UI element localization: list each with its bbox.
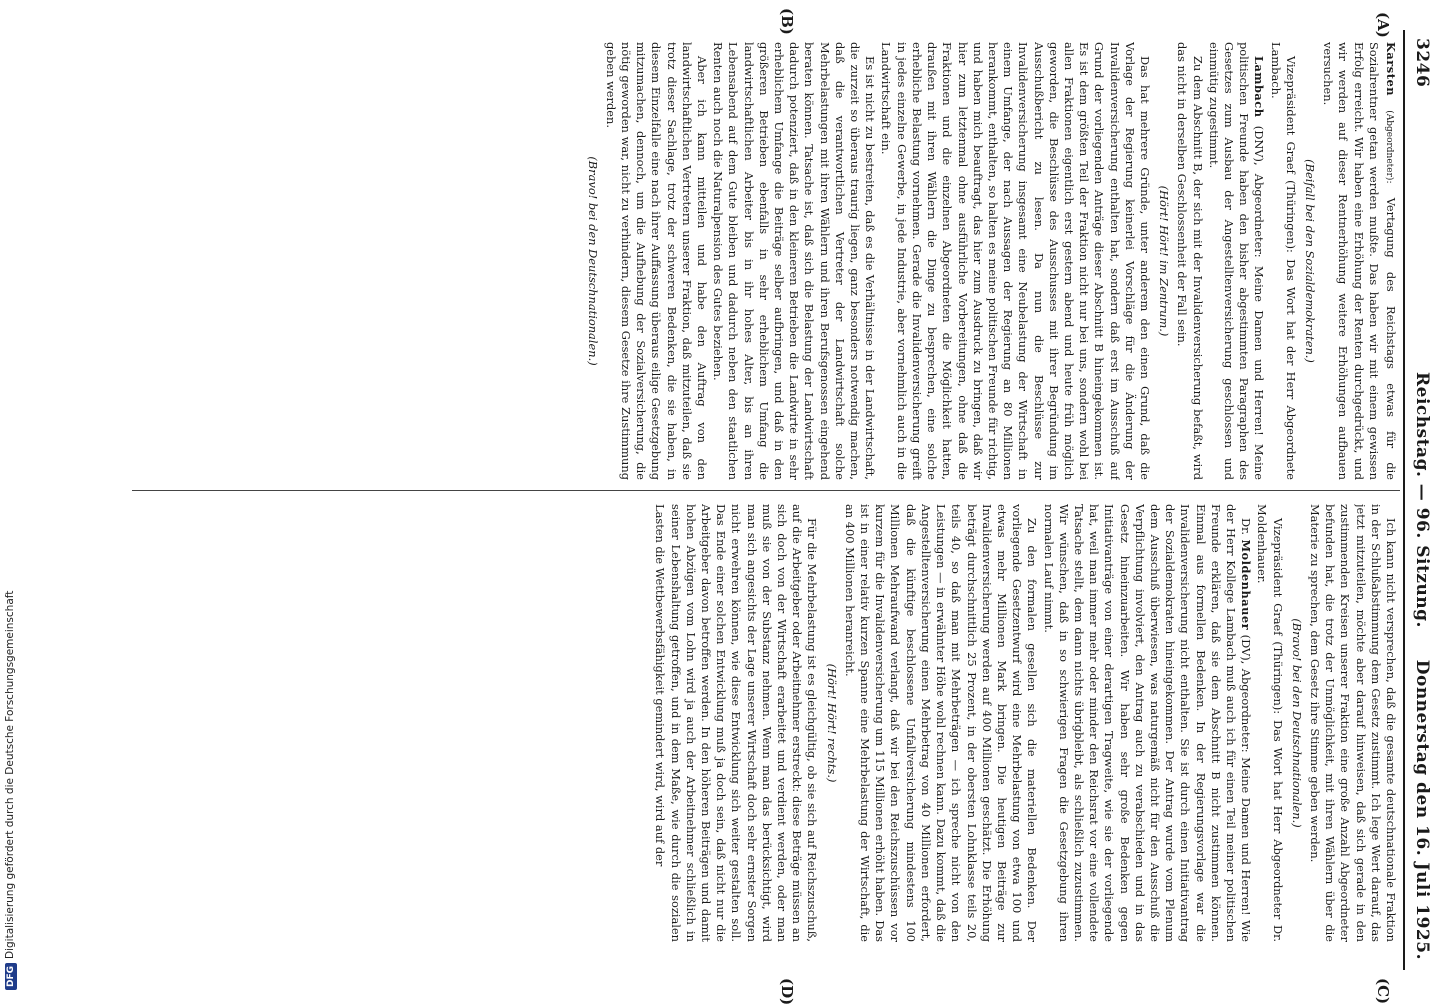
margin-mark-d: (D) — [778, 978, 796, 1005]
speaker-name: Karsten — [1384, 42, 1398, 96]
paragraph — [1040, 504, 1253, 942]
credit-line — [4, 0, 22, 990]
speaker-role: (Abgeordneter): — [1384, 110, 1394, 184]
page-number: 3246 — [1412, 38, 1432, 88]
margin-mark-a: (A) — [1374, 12, 1392, 38]
paragraph-text: (DV), Abgeordneter: Meine Damen und Herren! Wie der Herr Kollege Lambach muß auch ich für einen Teil meiner politischen Freunde erklären, daß sie dem Abschnitt B nicht zustimmen können. Einmal aus formellen Bedenken. In der Regierungsvorlage war die Invalidenversicherung nicht enthalten. Sie ist durch einen Initiativantrag der Sozialdemokraten hineingekommen. Der Antrag wurde vom Plenum dem Ausschuß überwiesen, was naturgemäß nicht für den Ausschuß die Verpflichtung involviert, den Antrag auch zu verabschieden und in das Gesetz hineinzuarbeiten. Wir haben sehr große Bedenken gegen Initiativanträge von einer derartigen Tragweite, wie sie der vorliegende hat, weil man immer mehr oder minder den Reichsrat vor eine vollendete Tatsache stellt, dem dann nichts übrigbleibt, als schließlich zuzustimmen. Wir wünschen, daß in so schwierigen Fragen die Gesetzgebung ihren normalen Lauf nimmt. — [1041, 504, 1254, 942]
interjection: (Beifall bei den Sozialdemokraten.) — [1302, 159, 1317, 363]
paragraph: Ich kann nicht versprechen, daß die gesamte deutschnationale Fraktion in der Schlußabstimmung dem Gesetz zustimmt. Ich lege Wert darauf, das jetzt mitzuteilen, möchte aber darauf hinweisen, daß sich gerade in den zustimmenden Kreisen unserer Fraktion eine große Anzahl Abgeordneter befunden hat, die trotz der Unmöglichkeit, mit ihren Wählern über die Materie zu sprechen, dem Gesetz ihre Stimme geben werden. — [1307, 504, 1398, 942]
paragraph: Vizepräsident Graef (Thüringen): Das Wort hat der Herr Abgeordnete Lambach. — [1268, 42, 1298, 480]
interjection: (Hört! Hört! im Zentrum.) — [1157, 185, 1172, 337]
paragraph: Das hat mehrere Gründe, unter anderem den einen Grund, daß die Vorlage der Regierung keinerlei Vorschläge für die Änderung der Invalidenversicherung enthalten hat, sondern daß erst im Ausschuß auf Grund der vorliegenden Anträge dieser Abschnitt B hineingekommen ist. Es ist dem größten Teil der Fraktion nicht nur bei uns, sondern wohl bei allen Fraktionen eigentlich erst gestern abend und heute früh möglich geworden, die Beschlüsse des Ausschusses mit ihrer Begründung im Ausschußbericht zu lesen. Da nun die Beschlüsse zur Invalidenversicherung insgesamt eine Neubelastung der Wirtschaft in einem Umfange, der nach Aussagen der Regierung an 80 Millionen herankommt, enthalten, so halten es meine politischen Freunde für richtig, und haben mich beauftragt, das hier zum Ausdruck zu bringen, daß wir hier zum letztenmal ohne ausführliche Vorbereitungen, ohne daß die Fraktionen und die einzelnen Abgeordneten die Möglichkeit hatten, draußen mit ihren Wählern die Dinge zu besprechen, eine solche erhebliche Belastung vornehmen. Gerade die Invalidenversicherung greift in jedes einzelne Gewerbe, in jede Industrie, aber vornehmlich auch in die Landwirtschaft ein. — [879, 42, 1152, 480]
margin-mark-b: (B) — [778, 8, 796, 35]
speaker-title: Dr. — [1239, 518, 1254, 535]
header-title: Reichstag. — 96. Sitzung. — [1412, 372, 1432, 628]
paragraph: Zu den formalen gesellen sich die materiellen Bedenken. Der vorliegende Gesetzentwurf wird eine Mehrbelastung von etwa 100 und etwas mehr Millionen Mark bringen. Die heutigen Beiträge zur Invalidenversicherung werden auf 400 Millionen geschätzt. Die Erhöhung beträgt durchschnittlich 25 Prozent, in der obersten Lohnklasse teils 20, teils 40, so daß man mit Mehrbeträgen — ich spreche nicht von den Leistungen — in erwähnter Höhe wohl rechnen kann. Dazu kommt, daß die Angestelltenversicherung einen Mehrbetrag von 40 Millionen erfordert, daß die künftige beschlossene Unfallversicherung mindestens 100 Millionen Mehraufwand verlangt, daß wir bei den Reichszuschüssen vor kurzem für die Invalidenversicherung um 115 Millionen erhöht haben. Das ist in einer relativ kurzen Spanne eine Mehrbelastung der Wirtschaft, die an 400 Millionen heranreicht. — [842, 504, 1040, 942]
column-divider — [132, 490, 1400, 491]
interjection: (Hört! Hört! rechts.) — [824, 663, 839, 783]
interjection: (Bravo! bei den Deutschnationalen.) — [1289, 618, 1304, 828]
paragraph — [1320, 42, 1398, 480]
speaker-name: Lambach — [1252, 56, 1267, 118]
speaker-name: Moldenhauer — [1239, 539, 1254, 631]
paragraph: Zu dem Abschnitt B, der sich mit der Invalidenversicherung befaßt, wird das nicht in derselben Geschlossenheit der Fall sein. — [1175, 42, 1205, 480]
interjection: (Bravo! bei den Deutschnationalen.) — [585, 156, 600, 366]
paragraph: Es ist nicht zu bestreiten, daß es die Verhältnisse in der Landwirtschaft, die zurzeit so überaus traurig liegen, ganz besonders notwendig machen, daß die verantwortlichen Vertreter der Landwirtschaft solche Mehrbelastungen mit ihren Wählern und ihren Berufsgenossen eingehend beraten können. Tatsache ist, daß sich die Belastung der Landwirtschaft dadurch potenziert, daß in den kleineren Betrieben die Landwirte in sehr erheblichem Umfange die Beiträge selber aufbringen, und daß in den größeren Betrieben ebenfalls in sehr erheblichem Umfang die landwirtschaftlichen Arbeiter bis in ihr hohes Alter, bis an ihren Lebensabend auf dem Gute bleiben und dadurch neben den staatlichen Renten auch noch die Naturalpension des Gutes beziehen. — [711, 42, 878, 480]
paragraph: Vizepräsident Graef (Thüringen): Das Wort hat Herr Abgeordneter Dr. Moldenhauer. — [1255, 504, 1285, 942]
paragraph: Für die Mehrbelastung ist es gleichgültig, ob sie sich auf Reichszuschuß, auf die Arbeitgeber oder Arbeitnehmer erstreckt: diese Beträge müssen an sich doch von der Wirtschaft erarbeitet und verdient werden, oder man muß sie von der Substanz nehmen. Wenn man das berücksichtigt, wird man sich angesichts der Lage unserer Wirtschaft doch sehr ernster Sorgen nicht erwehren können, wie diese Entwicklung sich weiter gestalten soll. Das Ende einer solchen Entwicklung muß ja doch sein, daß nicht nur die Arbeitgeber davon betroffen werden. In den höheren Beiträgen und damit hohen Abzügen vom Lohn wird ja auch der Arbeitnehmer schließlich in seiner Lebenshaltung getroffen, und in dem Maße, wie durch die sozialen Lasten die Wettbewerbsfähigkeit gemindert wird, wird auf der — [653, 504, 820, 942]
header-rule — [1403, 30, 1405, 970]
paragraph-text: Vertagung des Reichstags etwas für die Sozialrentner getan werden mußte. Das haben wir mit einem gewissen Erfolg erreicht. Wir haben eine Erhöhung der Renten durchgedrückt, und wir werden auf dieser Rentnerhöhung weitere Erhöhungen aufbauen versuchen. — [1321, 42, 1398, 480]
header-date: Donnerstag den 16. Juli 1925. — [1412, 659, 1432, 960]
dfg-logo: DFG — [5, 963, 17, 990]
margin-mark-c: (C) — [1374, 978, 1392, 1005]
left-column — [130, 42, 1398, 480]
right-column — [130, 504, 1398, 942]
digitization-credit — [2, 0, 22, 1000]
page-header — [1406, 30, 1434, 970]
rotated-newspaper-page — [126, 8, 1434, 1005]
paragraph — [1206, 42, 1267, 480]
paragraph: Aber ich kann mitteilen und habe den Auftrag von den landwirtschaftlichen Vertretern unserer Fraktion, daß mitzuteilen, daß sie trotz dieser Sachlage, trotz der schweren Bedenken, die sie haben, in diesem Einzelfalle eine nach ihrer Auffassung überaus eilige Gesetzgebung mitzumachen, dennoch, um die Aufhebung der Sozialversicherung, die nötig geworden war, nicht zu verhindern, diesem Gesetze ihre Zustimmung geben werden. — [603, 42, 710, 480]
paragraph-text: (DNV), Abgeordneter: Meine Damen und Herren! Meine politischen Freunde haben den bisher abgestimmten Paragraphen des Gesetzes zum Ausbau der Angestelltenversicherung geschlossen und einmütig zugestimmt. — [1206, 42, 1267, 480]
credit-text: Digitalisierung gefördert durch die Deutsche Forschungsgemeinschaft — [4, 590, 16, 959]
